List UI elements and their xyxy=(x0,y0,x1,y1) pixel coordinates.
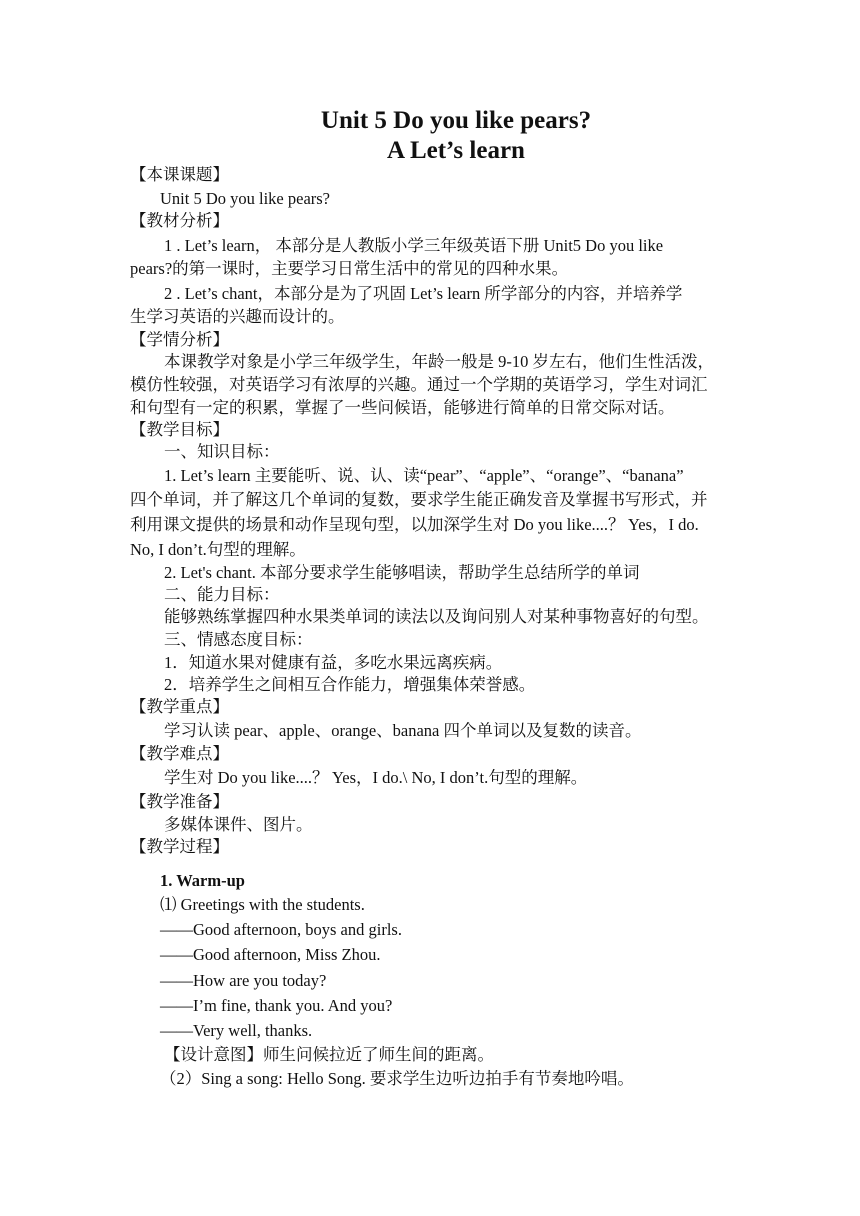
key-text: 学习认读 pear、apple、orange、banana 四个单词以及复数的读音。 xyxy=(164,721,642,740)
section-topic-heading: 【本课课题】 xyxy=(130,165,229,184)
doc-subtitle: A Let’s learn xyxy=(387,137,525,164)
section-key-heading: 【教学重点】 xyxy=(130,697,229,716)
material-paragraph-2: 2 . Let’s chant，本部分是为了巩固 Let’s learn 所学部分的内容，并培养学 xyxy=(164,284,683,303)
goal-1-line-2: 四个单词，并了解这几个单词的复数，要求学生能正确发音及掌握书写形式，并 xyxy=(130,490,708,509)
topic-text: Unit 5 Do you like pears? xyxy=(160,189,331,208)
section-students-heading: 【学情分析】 xyxy=(130,330,229,349)
section-prep-heading: 【教学准备】 xyxy=(130,792,229,811)
goal-1-line-3: 利用课文提供的场景和动作呈现句型，以加深学生对 Do you like....？ Yes，I do. xyxy=(130,515,699,534)
section-goals-heading: 【教学目标】 xyxy=(130,420,229,439)
material-paragraph-2-cont: 生学习英语的兴趣而设计的。 xyxy=(130,307,345,326)
warmup-line-3: ——Good afternoon, Miss Zhou. xyxy=(160,945,381,964)
warmup-line-6: ——Very well, thanks. xyxy=(160,1021,313,1040)
section-material-heading: 【教材分析】 xyxy=(130,211,229,230)
warmup-line-2: ——Good afternoon, boys and girls. xyxy=(160,920,402,939)
goal-emotion-heading: 三、情感态度目标： xyxy=(164,630,313,649)
doc-title: Unit 5 Do you like pears? xyxy=(320,107,592,134)
warmup-line-5: ——I’m fine, thank you. And you? xyxy=(160,996,393,1015)
warmup-line-1: ⑴ Greetings with the students. xyxy=(160,895,365,914)
difficulty-text: 学生对 Do you like....？ Yes，I do.\ No, I don’t.句型的理解。 xyxy=(164,768,588,787)
prep-text: 多媒体课件、图片。 xyxy=(164,815,313,834)
students-line-2: 模仿性较强，对英语学习有浓厚的兴趣。通过一个学期的英语学习，学生对词汇 xyxy=(130,375,708,394)
students-line-1: 本课教学对象是小学三年级学生，年龄一般是 9-10 岁左右，他们生性活泼， xyxy=(164,352,714,371)
warmup-title: 1. Warm-up xyxy=(160,871,245,890)
goal-knowledge-heading: 一、知识目标： xyxy=(164,442,280,461)
goal-emotion-1: 1．知道水果对健康有益，多吃水果远离疾病。 xyxy=(164,653,503,672)
goal-ability-heading: 二、能力目标： xyxy=(164,585,280,604)
goal-1-line-1: 1. Let’s learn 主要能听、说、认、读“pear”、“apple”、“orange”、“banana” xyxy=(164,466,684,485)
students-line-3: 和句型有一定的积累，掌握了一些问候语，能够进行简单的日常交际对话。 xyxy=(130,398,675,417)
warmup-line-4: ——How are you today? xyxy=(160,971,327,990)
section-process-heading: 【教学过程】 xyxy=(130,837,229,856)
goal-2: 2. Let's chant. 本部分要求学生能够唱读，帮助学生总结所学的单词 xyxy=(164,563,640,582)
warmup-line-7: （2）Sing a song: Hello Song. 要求学生边听边拍手有节奏地吟唱。 xyxy=(160,1069,634,1088)
design-intent: 【设计意图】师生问候拉近了师生间的距离。 xyxy=(164,1045,494,1064)
goal-ability-text: 能够熟练掌握四种水果类单词的读法以及询问别人对某种事物喜好的句型。 xyxy=(164,607,709,626)
material-paragraph-1: 1 . Let’s learn， 本部分是人教版小学三年级英语下册 Unit5 Do you like xyxy=(164,236,664,255)
section-difficulty-heading: 【教学难点】 xyxy=(130,744,229,763)
goal-1-line-4: No, I don’t.句型的理解。 xyxy=(130,540,306,559)
material-paragraph-1-cont: pears?的第一课时，主要学习日常生活中的常见的四种水果。 xyxy=(130,259,569,278)
goal-emotion-2: 2．培养学生之间相互合作能力，增强集体荣誉感。 xyxy=(164,675,536,694)
